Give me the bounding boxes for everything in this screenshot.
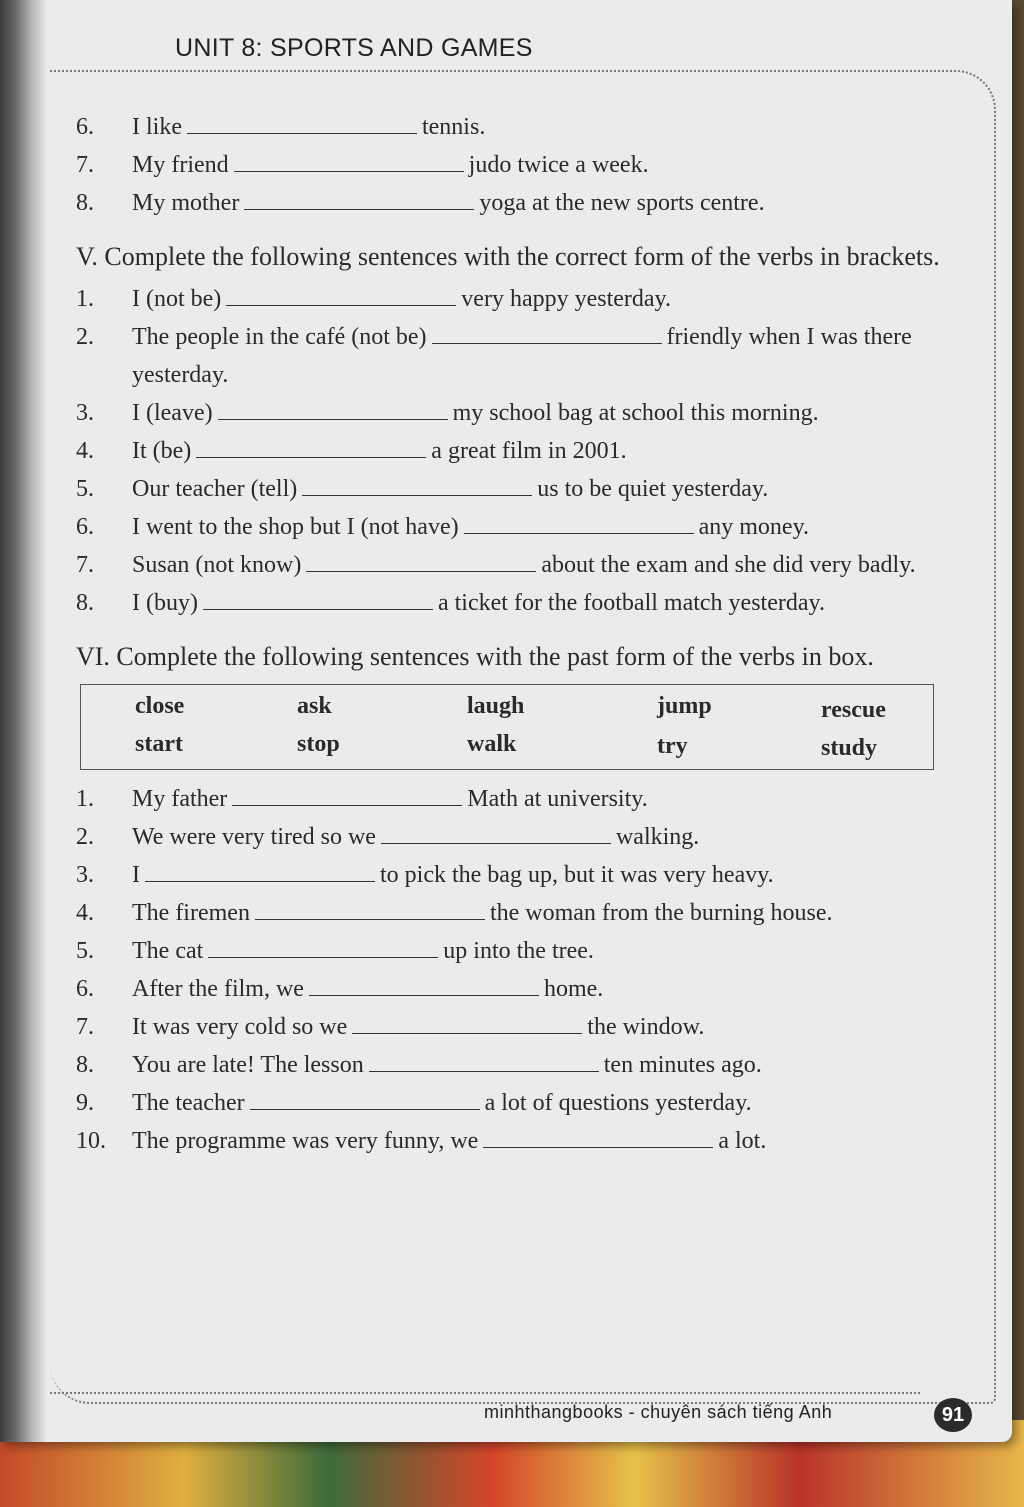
item-number: 4.	[76, 438, 94, 464]
item-number: 8.	[76, 1052, 94, 1078]
verb-word: start	[135, 731, 183, 757]
answer-blank	[309, 994, 539, 996]
exercise-item	[76, 894, 956, 932]
page-header: UNIT 8: SPORTS AND GAMES	[175, 34, 533, 62]
item-text: the window.	[587, 1014, 705, 1040]
item-number: 7.	[76, 1014, 94, 1040]
verb-word: walk	[467, 731, 517, 757]
page-number-badge: 91	[934, 1398, 972, 1432]
item-text: My friend	[132, 152, 229, 178]
answer-blank	[187, 132, 417, 134]
verb-word: rescue	[821, 697, 886, 723]
item-number: 2.	[76, 324, 94, 350]
item-text: the woman from the burning house.	[489, 900, 833, 926]
answer-blank	[226, 304, 456, 306]
item-text: my school bag at school this morning.	[452, 400, 819, 426]
item-text: You are late! The lesson	[132, 1052, 364, 1078]
item-text: We were very tired so we	[132, 824, 376, 850]
answer-blank	[255, 918, 485, 920]
item-text: home.	[543, 976, 604, 1002]
exercise-item	[76, 394, 956, 432]
exercise-item	[76, 932, 956, 970]
exercise-item	[76, 780, 956, 818]
item-number: 5.	[76, 938, 94, 964]
exercise-item	[76, 184, 956, 222]
item-text: about the exam and she did very badly.	[541, 552, 916, 578]
verb-word: jump	[657, 693, 712, 719]
answer-blank	[218, 418, 448, 420]
answer-blank	[483, 1146, 713, 1148]
answer-blank	[196, 456, 426, 458]
exercise-item	[76, 508, 956, 546]
item-number: 6.	[76, 976, 94, 1002]
answer-blank	[306, 570, 536, 572]
item-text: The people in the café (not be)	[132, 324, 427, 350]
previous-exercise-items	[76, 108, 956, 222]
exercise-item	[76, 546, 956, 584]
item-number: 1.	[76, 286, 94, 312]
exercise-item	[76, 1046, 956, 1084]
item-text: The firemen	[132, 900, 250, 926]
item-text: a ticket for the football match yesterday.	[437, 590, 825, 616]
item-text: a lot.	[718, 1128, 767, 1154]
item-text: yoga at the new sports centre.	[479, 190, 765, 216]
item-text: any money.	[698, 514, 810, 540]
item-text: Math at university.	[467, 786, 648, 812]
item-text: I (not be)	[132, 286, 222, 312]
section-5-items	[76, 280, 956, 622]
exercise-item	[76, 584, 956, 622]
item-number: 7.	[76, 552, 94, 578]
exercise-item	[76, 1008, 956, 1046]
item-number: 3.	[76, 862, 94, 888]
item-text: tennis.	[421, 114, 486, 140]
answer-blank	[381, 842, 611, 844]
answer-blank	[232, 804, 462, 806]
exercise-item	[76, 108, 956, 146]
exercise-item	[76, 856, 956, 894]
item-text: My mother	[132, 190, 240, 216]
exercise-item	[76, 818, 956, 856]
item-number: 10.	[76, 1128, 106, 1154]
item-text: The programme was very funny, we	[132, 1128, 479, 1154]
item-number: 2.	[76, 824, 94, 850]
publisher-footer: minhthangbooks - chuyên sách tiếng Anh	[484, 1402, 833, 1422]
item-text: judo twice a week.	[468, 152, 649, 178]
answer-blank	[234, 170, 464, 172]
item-number: 6.	[76, 514, 94, 540]
verb-word: study	[821, 735, 878, 761]
exercise-item	[76, 318, 956, 394]
answer-blank	[208, 956, 438, 958]
item-text: The teacher	[132, 1090, 245, 1116]
answer-blank	[203, 608, 433, 610]
item-text: I went to the shop but I (not have)	[132, 514, 459, 540]
item-number: 6.	[76, 114, 94, 140]
item-number: 3.	[76, 400, 94, 426]
exercise-item	[76, 470, 956, 508]
exercise-item	[76, 432, 956, 470]
item-number: 1.	[76, 786, 94, 812]
section-6-title: VI. Complete the following sentences with the past form of the verbs in box.	[76, 642, 874, 671]
item-text: a great film in 2001.	[431, 438, 627, 464]
item-number: 9.	[76, 1090, 94, 1116]
exercise-item	[76, 280, 956, 318]
book-spine	[0, 0, 46, 1442]
item-text: I like	[132, 114, 182, 140]
verb-box	[80, 684, 934, 770]
verb-word: stop	[297, 731, 340, 757]
item-number: 7.	[76, 152, 94, 178]
item-text: friendly when I was there yesterday.	[132, 324, 912, 388]
item-text: Susan (not know)	[132, 552, 302, 578]
item-text: up into the tree.	[443, 938, 594, 964]
item-text: It (be)	[132, 438, 192, 464]
item-number: 8.	[76, 590, 94, 616]
exercise-content	[76, 108, 956, 1160]
item-text: Our teacher (tell)	[132, 476, 298, 502]
item-text: very happy yesterday.	[461, 286, 671, 312]
verb-word: ask	[297, 693, 332, 719]
verb-word: laugh	[467, 693, 525, 719]
verb-word: close	[135, 693, 185, 719]
exercise-item	[76, 1122, 956, 1160]
item-number: 4.	[76, 900, 94, 926]
exercise-item	[76, 146, 956, 184]
item-text: After the film, we	[132, 976, 304, 1002]
item-text: I	[132, 862, 140, 888]
verb-word: try	[657, 733, 688, 759]
item-text: a lot of questions yesterday.	[484, 1090, 752, 1116]
section-6-items	[76, 780, 956, 1160]
exercise-item	[76, 1084, 956, 1122]
item-number: 8.	[76, 190, 94, 216]
answer-blank	[464, 532, 694, 534]
answer-blank	[352, 1032, 582, 1034]
item-text: walking.	[615, 824, 700, 850]
answer-blank	[250, 1108, 480, 1110]
item-text: us to be quiet yesterday.	[537, 476, 769, 502]
item-text: The cat	[132, 938, 204, 964]
item-text: I (buy)	[132, 590, 198, 616]
footer-divider	[50, 1392, 920, 1394]
item-text: I (leave)	[132, 400, 213, 426]
answer-blank	[369, 1070, 599, 1072]
answer-blank	[145, 880, 375, 882]
answer-blank	[244, 208, 474, 210]
answer-blank	[302, 494, 532, 496]
item-text: to pick the bag up, but it was very heavy.	[380, 862, 774, 888]
section-5-title: V. Complete the following sentences with the correct form of the verbs in brackets.	[76, 242, 940, 271]
item-number: 5.	[76, 476, 94, 502]
answer-blank	[432, 342, 662, 344]
item-text: ten minutes ago.	[603, 1052, 762, 1078]
item-text: It was very cold so we	[132, 1014, 348, 1040]
exercise-item	[76, 970, 956, 1008]
item-text: My father	[132, 786, 228, 812]
